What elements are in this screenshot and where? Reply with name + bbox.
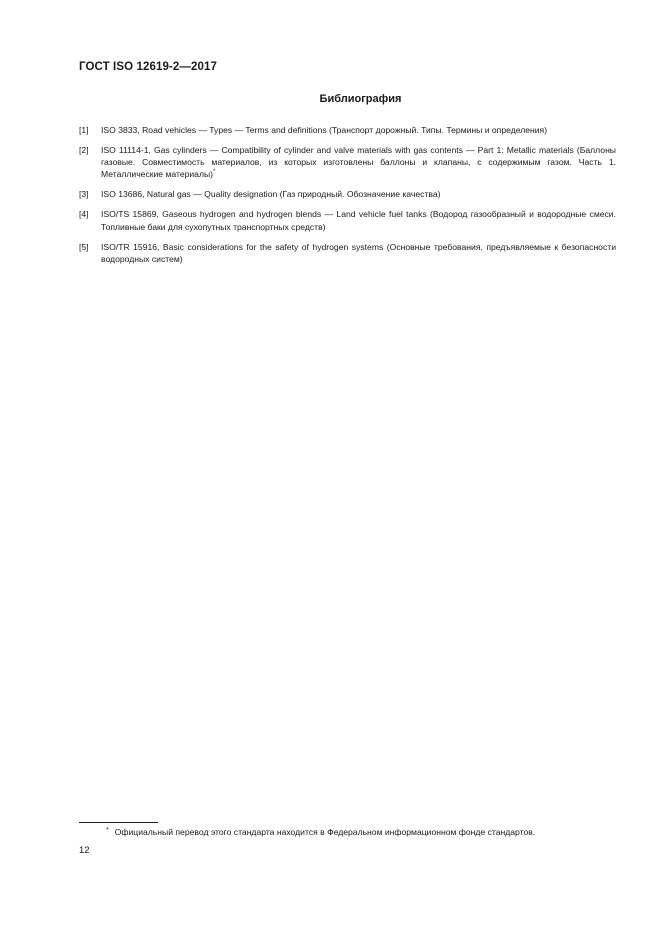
entry-text: ISO 11114-1, Gas cylinders — Compatibility of cylinder and valve materials with gas contents — Part 1: Metallic materials (Баллоны газовые. Совместимость материалов, из которых изготовлены баллоны и клапаны, с содержимым газом. Часть 1. Металлические материалы) (101, 145, 616, 180)
entry-number: [4] (79, 209, 89, 220)
page-number: 12 (79, 845, 90, 856)
entry-text: ISO 13686, Natural gas — Quality designation (Газ природный. Обозначение качества) (101, 189, 441, 200)
bibliography-list (79, 124, 616, 273)
entry-text: ISO 3833, Road vehicles — Types — Terms and definitions (Транспорт дорожный. Типы. Термины и определения) (101, 125, 548, 135)
entry-number: [3] (79, 189, 89, 200)
footnote-text: Официальный перевод этого стандарта находится в Федеральном информационном фонде стандартов. (114, 827, 536, 837)
bibliography-entry-3 (79, 188, 616, 200)
footnote-divider (79, 822, 158, 823)
section-title-wrapper (0, 93, 661, 105)
entry-text: ISO/TS 15869, Gaseous hydrogen and hydrogen blends — Land vehicle fuel tanks (Водород газообразный и водородные смеси. Топливные баки для сухопутных транспортных средств) (101, 209, 616, 232)
footnote (106, 827, 535, 837)
document-code: ГОСТ ISO 12619-2—2017 (79, 61, 217, 73)
entry-number: [5] (79, 241, 89, 252)
entry-number: [2] (79, 145, 89, 155)
bibliography-entry-1 (79, 124, 616, 136)
footnote-mark: * (106, 827, 109, 834)
bibliography-entry-2 (79, 144, 616, 181)
footnote-marker: * (213, 169, 216, 176)
entry-number: [1] (79, 125, 89, 135)
bibliography-entry-4 (79, 208, 616, 232)
bibliography-entry-5 (79, 241, 616, 265)
section-title: Библиография (319, 93, 402, 105)
entry-text: ISO/TR 15916, Basic considerations for the safety of hydrogen systems (Основные требования, предъявляемые к безопасности водородных систем) (101, 241, 616, 264)
